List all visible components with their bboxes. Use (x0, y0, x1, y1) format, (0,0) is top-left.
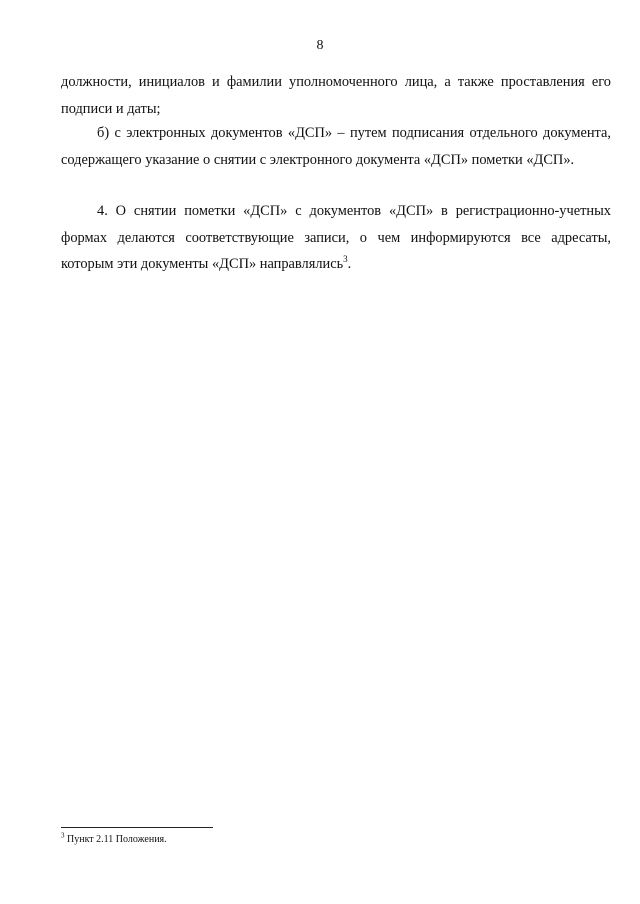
footnote-reference[interactable]: 3 (343, 254, 348, 265)
paragraph-text: б) с электронных документов «ДСП» – путем подписания отдельного документа, содержащего указание о снятии с электронного документа «ДСП» пометки «ДСП». (61, 125, 611, 168)
paragraph-text: 4. О снятии пометки «ДСП» с документов «ДСП» в регистрационно-учетных формах делаются соответствующие записи, о чем информируются все адресаты, которым эти документы «ДСП» направлялись (61, 203, 611, 272)
page-number: 8 (316, 38, 324, 53)
footnote-divider (61, 827, 213, 828)
footnote (61, 833, 167, 847)
paragraph-continuation (61, 69, 611, 122)
paragraph-item-b (61, 120, 611, 173)
paragraph-item-4: 4. О снятии пометки «ДСП» с документов «ДСП» в регистрационно-учетных формах делаются соответствующие записи, о чем информируются все адресаты, которым эти документы «ДСП» направлялись$^3$. (61, 203, 611, 272)
footnote-marker: 3 (61, 831, 65, 840)
paragraph-text: должности, инициалов и фамилии уполномоченного лица, а также проставления его подписи и даты; (61, 74, 611, 117)
footnote-text: Пункт 2.11 Положения. (67, 834, 167, 845)
